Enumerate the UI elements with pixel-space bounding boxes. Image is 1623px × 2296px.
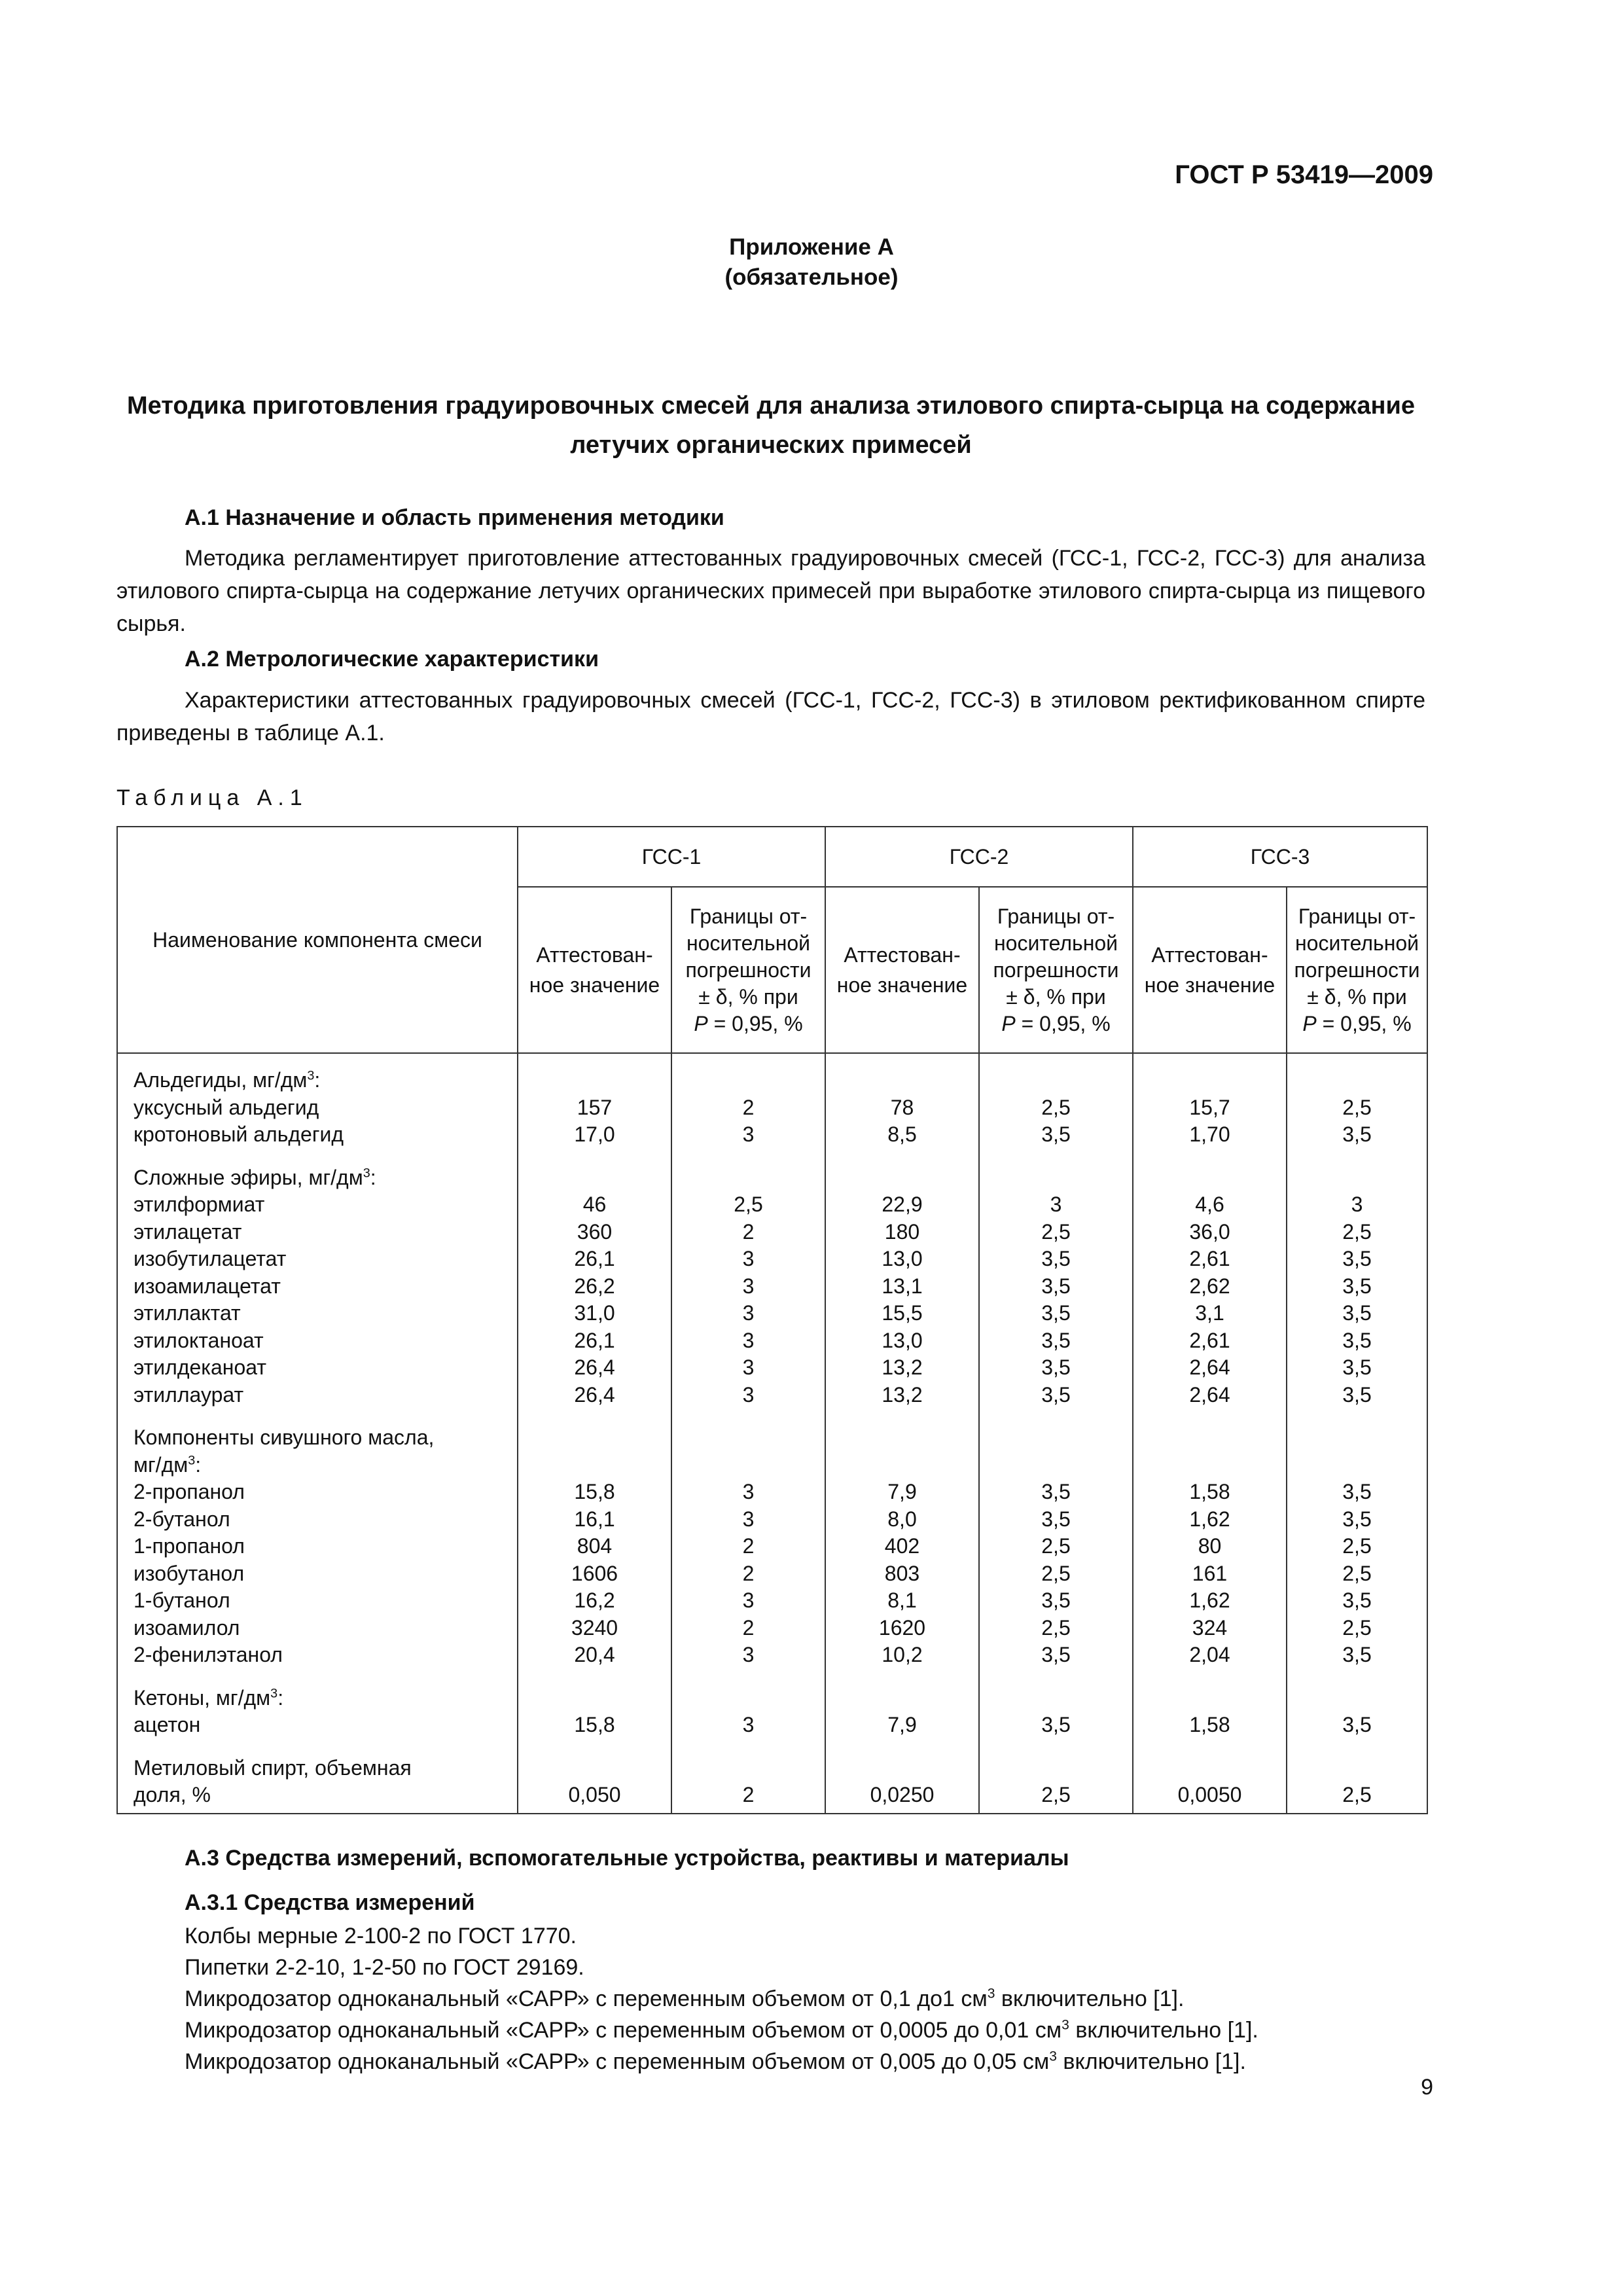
component-value: 3,5: [1342, 1274, 1372, 1298]
block-label-spacer: [826, 1755, 978, 1782]
component-name: этиллактат: [134, 1301, 241, 1325]
block-label-spacer: [518, 1755, 671, 1782]
table-block: [134, 1424, 517, 1669]
component-value: 3: [1050, 1193, 1062, 1216]
header-p-symbol: P: [1302, 1011, 1317, 1035]
component-value: 3: [742, 1588, 755, 1612]
component-value: 2: [742, 1095, 755, 1119]
header-error-bounds-line: носительной: [1294, 931, 1419, 955]
component-value: 31,0: [574, 1301, 615, 1325]
block-label-spacer: [980, 1067, 1132, 1094]
component-value: 2,04: [1189, 1643, 1230, 1666]
block-label-spacer: [518, 1164, 671, 1192]
component-value: 3,5: [1342, 1588, 1372, 1612]
component-value: 2,64: [1189, 1355, 1230, 1379]
block-label-spacer: [980, 1452, 1132, 1479]
component-name: изоамилол: [134, 1615, 240, 1640]
a31-item-5: Микродозатор одноканальный «САРР» с переменным объемом от 0,005 до 0,05 $см^3$ включительно [1].: [185, 2049, 1246, 2074]
block-label-spacer: [518, 1424, 671, 1452]
table-block: [1133, 1424, 1286, 1669]
block-label-spacer: [1287, 1067, 1427, 1094]
header-error-bounds-line: носительной: [993, 931, 1118, 955]
block-label-spacer: [1133, 1424, 1286, 1452]
block-label-spacer: [1133, 1067, 1286, 1094]
component-value: 2,5: [1041, 1783, 1071, 1806]
header-error-bounds-line: носительной: [686, 931, 811, 955]
component-value: 13,2: [882, 1355, 923, 1379]
component-value: 2,5: [1342, 1534, 1372, 1558]
block-label-spacer: [826, 1164, 978, 1192]
component-value: 26,4: [574, 1382, 615, 1407]
component-name: этилоктаноат: [134, 1328, 264, 1352]
component-value: 2: [742, 1561, 755, 1585]
block-label-spacer: [518, 1067, 671, 1094]
component-value: 2,5: [1342, 1219, 1372, 1244]
header-error-bounds: [671, 887, 825, 1053]
table-block: [672, 1424, 825, 1669]
block-label: Кетоны, $мг/дм^3$:: [134, 1685, 284, 1710]
component-value: 1,58: [1189, 1713, 1230, 1736]
block-label-spacer: [826, 1685, 978, 1712]
component-value: 1620: [878, 1615, 926, 1640]
component-value: 161: [1192, 1561, 1228, 1585]
component-value: 3,5: [1342, 1507, 1372, 1531]
block-label-spacer: [980, 1755, 1132, 1782]
component-value: 17,0: [574, 1122, 615, 1146]
column-values-1: [518, 1053, 671, 1814]
table-block: [980, 1424, 1132, 1669]
header-error-bounds-line: погрешности: [1294, 958, 1420, 982]
section-a1-heading: А.1 Назначение и область применения методики: [185, 505, 724, 530]
superscript: 3: [270, 1685, 278, 1700]
component-value: 3,5: [1342, 1643, 1372, 1666]
component-value: 3,5: [1041, 1713, 1071, 1736]
block-label-spacer: [1133, 1685, 1286, 1712]
component-value: 2,5: [1342, 1783, 1372, 1806]
header-certified-value: [518, 887, 671, 1053]
component-value: 20,4: [574, 1643, 615, 1666]
component-value: 16,2: [574, 1588, 615, 1612]
block-label-spacer: [518, 1685, 671, 1712]
header-group-1: ГСС-1: [518, 827, 825, 887]
table-a1: [116, 826, 1428, 1814]
table-caption: Таблица А.1: [116, 785, 308, 810]
block-label-spacer: [1287, 1164, 1427, 1192]
component-value: 3,5: [1041, 1382, 1071, 1407]
component-value: 8,0: [887, 1507, 917, 1531]
column-component-names: [117, 1053, 518, 1814]
component-value: 3,5: [1342, 1355, 1372, 1379]
header-certified-value-line: ное значение: [529, 973, 660, 997]
table-block: [1133, 1685, 1286, 1739]
block-label-spacer: [1133, 1755, 1286, 1782]
table-block: [1133, 1164, 1286, 1409]
component-value: 0,0250: [870, 1783, 935, 1806]
component-value: 15,8: [574, 1713, 615, 1736]
component-value: 3,5: [1041, 1274, 1071, 1298]
table-block: [518, 1067, 671, 1149]
header-certified-value-line: Аттестован-: [536, 943, 653, 967]
header-error-bounds-line: P = 0,95, %: [1001, 1011, 1111, 1035]
component-name: этиллаурат: [134, 1382, 244, 1407]
component-value: 180: [884, 1219, 920, 1244]
block-label-spacer: [672, 1424, 825, 1452]
component-value: 13,2: [882, 1382, 923, 1407]
component-value: 15,5: [882, 1301, 923, 1325]
component-value: 3: [742, 1274, 755, 1298]
header-certified-value: [825, 887, 979, 1053]
component-name: этилацетат: [134, 1219, 242, 1244]
component-value: 3: [742, 1301, 755, 1325]
superscript: 3: [307, 1068, 315, 1083]
component-value: 3: [742, 1247, 755, 1270]
block-label-spacer: [826, 1067, 978, 1094]
component-value: 26,4: [574, 1355, 615, 1379]
component-value: 46: [582, 1193, 607, 1216]
component-value: 2,61: [1189, 1328, 1230, 1352]
annex-type: (обязательное): [724, 264, 899, 290]
component-value: 8,5: [887, 1122, 917, 1146]
table-block: [134, 1164, 517, 1409]
component-value: 13,0: [882, 1328, 923, 1352]
superscript: 3: [1049, 2049, 1057, 2064]
section-a2-heading: А.2 Метрологические характеристики: [185, 647, 599, 672]
column-values-5: [1133, 1053, 1287, 1814]
component-value: 26,1: [574, 1328, 615, 1352]
component-value: 3,5: [1041, 1588, 1071, 1612]
block-label-spacer: [1133, 1164, 1286, 1192]
column-values-6: [1287, 1053, 1427, 1814]
header-certified-value-line: ное значение: [836, 973, 968, 997]
block-label: Альдегиды, $мг/дм^3$:: [134, 1068, 321, 1092]
component-value: 3: [742, 1480, 755, 1503]
header-certified-value-line: Аттестован-: [844, 943, 961, 967]
table-block: [826, 1164, 978, 1409]
component-value: 324: [1192, 1615, 1228, 1640]
header-certified-value-line: Аттестован-: [1151, 943, 1268, 967]
component-value: 3,5: [1041, 1643, 1071, 1666]
table-block: [134, 1685, 517, 1739]
table-block: [672, 1164, 825, 1409]
component-name: изоамилацетат: [134, 1274, 281, 1298]
component-value: 1,58: [1189, 1480, 1230, 1503]
component-value: 15,8: [574, 1480, 615, 1503]
table-block: [134, 1067, 517, 1149]
component-value: 3: [742, 1713, 755, 1736]
component-name: 2-бутанол: [134, 1507, 230, 1531]
component-name: кротоновый альдегид: [134, 1122, 344, 1146]
page-number: 9: [1421, 2075, 1433, 2100]
table-block: [826, 1067, 978, 1149]
section-a1-text-content: Методика регламентирует приготовление аттестованных градуировочных смесей (ГСС-1, ГСС-2, ГСС-3) для анализа этилового спирта-сырца на содержание летучих органических примесей при выработке этилового спирта-сырца из пищевого сырья.: [116, 546, 1425, 636]
component-value: 402: [884, 1534, 920, 1558]
a31-item-3: Микродозатор одноканальный «САРР» с переменным объемом от 0,1 до1 $см^3$ включительно [1].: [185, 1986, 1185, 2011]
header-group-2: ГСС-2: [825, 827, 1133, 887]
component-value: 2,5: [1041, 1615, 1071, 1640]
component-value: 0,0050: [1177, 1783, 1242, 1806]
section-a31-heading: А.3.1 Средства измерений: [185, 1890, 475, 1915]
component-name: 2-пропанол: [134, 1480, 245, 1503]
component-value: 2,5: [1041, 1534, 1071, 1558]
table-block: [1287, 1424, 1427, 1669]
table-body-row: [117, 1053, 1427, 1814]
component-value: 3: [742, 1643, 755, 1666]
component-value: 2,5: [1342, 1095, 1372, 1119]
block-label: Компоненты сивушного масла,: [134, 1426, 435, 1449]
component-value: 3,5: [1041, 1301, 1071, 1325]
component-value: 2,61: [1189, 1247, 1230, 1270]
component-value: 8,1: [887, 1588, 917, 1612]
table-block: [1287, 1067, 1427, 1149]
component-value: 13,0: [882, 1247, 923, 1270]
component-value: 2: [742, 1783, 755, 1806]
table-block: [826, 1424, 978, 1669]
component-value: 1606: [571, 1561, 618, 1585]
table-block: [518, 1755, 671, 1809]
component-name: 2-фенилэтанол: [134, 1643, 283, 1666]
header-certified-value: [1133, 887, 1287, 1053]
component-value: 360: [577, 1219, 613, 1244]
component-value: 3,5: [1041, 1247, 1071, 1270]
block-label-spacer: [672, 1755, 825, 1782]
table-block: [672, 1685, 825, 1739]
component-value: 7,9: [887, 1713, 917, 1736]
superscript: 3: [188, 1452, 196, 1467]
standard-number: ГОСТ Р 53419—2009: [1175, 160, 1433, 189]
annex-title: Приложение А: [729, 234, 894, 260]
component-value: 15,7: [1189, 1095, 1230, 1119]
component-value: 3,5: [1342, 1301, 1372, 1325]
block-label-spacer: [826, 1424, 978, 1452]
component-value: 3240: [571, 1615, 618, 1640]
component-value: 10,2: [882, 1643, 923, 1666]
component-value: 2: [742, 1219, 755, 1244]
component-value: 4,6: [1195, 1193, 1224, 1216]
component-value: 3,5: [1342, 1122, 1372, 1146]
component-name: ацетон: [134, 1713, 201, 1736]
header-error-bounds-line: P = 0,95, %: [1302, 1011, 1412, 1035]
component-value: 1,62: [1189, 1507, 1230, 1531]
component-value: 2: [742, 1534, 755, 1558]
component-value: 13,1: [882, 1274, 923, 1298]
component-name: этилдеканоат: [134, 1355, 267, 1379]
component-value: 3,5: [1041, 1480, 1071, 1503]
header-certified-value-line: ное значение: [1144, 973, 1275, 997]
component-value: 2: [742, 1615, 755, 1640]
component-value: 2,62: [1189, 1274, 1230, 1298]
block-label-spacer: [980, 1424, 1132, 1452]
header-p-symbol: P: [1001, 1011, 1016, 1035]
block-label-spacer: [826, 1452, 978, 1479]
component-value: 3,5: [1342, 1328, 1372, 1352]
component-name: изобутилацетат: [134, 1247, 287, 1270]
component-value: 804: [577, 1534, 613, 1558]
section-a1-text: [116, 542, 1425, 640]
block-label-spacer: [672, 1452, 825, 1479]
component-value: 3,5: [1342, 1247, 1372, 1270]
component-name: изобутанол: [134, 1561, 245, 1585]
component-value: 0,050: [568, 1783, 621, 1806]
component-value: 3: [742, 1382, 755, 1407]
block-label-spacer: [1287, 1685, 1427, 1712]
table-block: [518, 1685, 671, 1739]
table-block: [980, 1164, 1132, 1409]
component-value: 3,5: [1041, 1507, 1071, 1531]
component-value: 3: [742, 1122, 755, 1146]
block-label-spacer: [1133, 1452, 1286, 1479]
header-group-3: ГСС-3: [1133, 827, 1427, 887]
block-label-spacer: [672, 1164, 825, 1192]
section-a2-text-content: Характеристики аттестованных градуировочных смесей (ГСС-1, ГСС-2, ГСС-3) в этиловом ректификованном спирте приведены в таблице А.1.: [116, 688, 1425, 745]
header-error-bounds-line: Границы от-: [997, 904, 1115, 928]
block-label-spacer: [980, 1164, 1132, 1192]
header-error-bounds: [979, 887, 1133, 1053]
component-value: 1,70: [1189, 1122, 1230, 1146]
superscript: 3: [987, 1986, 995, 2001]
block-label-spacer: [672, 1067, 825, 1094]
component-value: 36,0: [1189, 1219, 1230, 1244]
header-p-symbol: P: [694, 1011, 708, 1035]
header-error-bounds-line: Границы от-: [1298, 904, 1416, 928]
table-block: [980, 1067, 1132, 1149]
header-error-bounds-line: погрешности: [685, 958, 812, 982]
component-name: этилформиат: [134, 1193, 265, 1216]
component-value: 26,1: [574, 1247, 615, 1270]
component-value: 157: [577, 1095, 613, 1119]
component-name: уксусный альдегид: [134, 1095, 319, 1119]
component-value: 2,5: [734, 1193, 763, 1216]
component-value: 2,5: [1342, 1561, 1372, 1585]
block-label: Сложные эфиры, $мг/дм^3$:: [134, 1165, 376, 1189]
table-block: [518, 1164, 671, 1409]
table-block: [980, 1685, 1132, 1739]
column-values-3: [825, 1053, 979, 1814]
block-label-spacer: [1287, 1452, 1427, 1479]
component-value: 2,5: [1041, 1095, 1071, 1119]
component-value: 3,5: [1041, 1328, 1071, 1352]
method-title: Методика приготовления градуировочных смесей для анализа этилового спирта-сырца на содержание летучих органических примесей: [126, 392, 1415, 459]
component-name: доля, %: [134, 1783, 211, 1806]
table-block: [1287, 1164, 1427, 1409]
table-block: [1133, 1067, 1286, 1149]
header-error-bounds: [1287, 887, 1427, 1053]
block-label-spacer: [672, 1685, 825, 1712]
header-error-bounds-line: погрешности: [993, 958, 1119, 982]
table-block: [134, 1755, 517, 1809]
header-error-bounds-line: P = 0,95, %: [694, 1011, 803, 1035]
table-block: [1287, 1685, 1427, 1739]
component-value: 78: [890, 1095, 914, 1119]
component-value: 2,64: [1189, 1382, 1230, 1407]
block-label: Метиловый спирт, объемная: [134, 1755, 412, 1780]
header-error-bounds-line: ± δ, % при: [1307, 984, 1407, 1009]
component-value: 2,5: [1041, 1561, 1071, 1585]
header-component-name: Наименование компонента смеси: [117, 827, 518, 1053]
table-block: [518, 1424, 671, 1669]
component-value: 3,5: [1342, 1713, 1372, 1736]
table-block: [1287, 1755, 1427, 1809]
a31-item-4: Микродозатор одноканальный «САРР» с переменным объемом от 0,0005 до 0,01 $см^3$ включительно [1].: [185, 2017, 1258, 2043]
header-error-bounds-line: ± δ, % при: [698, 984, 798, 1009]
component-value: 1,62: [1189, 1588, 1230, 1612]
component-value: 80: [1198, 1534, 1222, 1558]
component-name: 1-бутанол: [134, 1588, 230, 1612]
header-error-bounds-line: ± δ, % при: [1006, 984, 1106, 1009]
table-block: [672, 1067, 825, 1149]
component-value: 26,2: [574, 1274, 615, 1298]
block-label-spacer: [980, 1685, 1132, 1712]
a31-item-2: Пипетки 2-2-10, 1-2-50 по ГОСТ 29169.: [185, 1955, 584, 1980]
component-value: 2,5: [1041, 1219, 1071, 1244]
component-value: 7,9: [887, 1480, 917, 1503]
table-block: [826, 1755, 978, 1809]
component-value: 3,5: [1041, 1355, 1071, 1379]
block-label: $мг/дм^3$:: [134, 1452, 202, 1477]
component-value: 3: [742, 1355, 755, 1379]
superscript: 3: [1061, 2017, 1069, 2033]
component-name: 1-пропанол: [134, 1534, 245, 1558]
table-block: [826, 1685, 978, 1739]
table-header-row-groups: [117, 827, 1427, 887]
block-label-spacer: [518, 1452, 671, 1479]
column-values-2: [671, 1053, 825, 1814]
component-value: 2,5: [1342, 1615, 1372, 1640]
section-a2-text: [116, 684, 1425, 749]
a31-item-1: Колбы мерные 2-100-2 по ГОСТ 1770.: [185, 1924, 577, 1948]
header-error-bounds-line: Границы от-: [689, 904, 808, 928]
section-a3-heading: А.3 Средства измерений, вспомогательные устройства, реактивы и материалы: [185, 1846, 1069, 1871]
component-value: 16,1: [574, 1507, 615, 1531]
superscript: 3: [363, 1165, 370, 1180]
table-block: [980, 1755, 1132, 1809]
component-value: 3: [1351, 1193, 1363, 1216]
component-value: 22,9: [882, 1193, 923, 1216]
block-label-spacer: [1287, 1755, 1427, 1782]
component-value: 3: [742, 1328, 755, 1352]
table-block: [672, 1755, 825, 1809]
component-value: 3,5: [1041, 1122, 1071, 1146]
block-label-spacer: [1287, 1424, 1427, 1452]
column-values-4: [979, 1053, 1133, 1814]
table-block: [1133, 1755, 1286, 1809]
component-value: 3,5: [1342, 1480, 1372, 1503]
component-value: 3: [742, 1507, 755, 1531]
component-value: 3,1: [1195, 1301, 1224, 1325]
component-value: 3,5: [1342, 1382, 1372, 1407]
component-value: 803: [884, 1561, 920, 1585]
